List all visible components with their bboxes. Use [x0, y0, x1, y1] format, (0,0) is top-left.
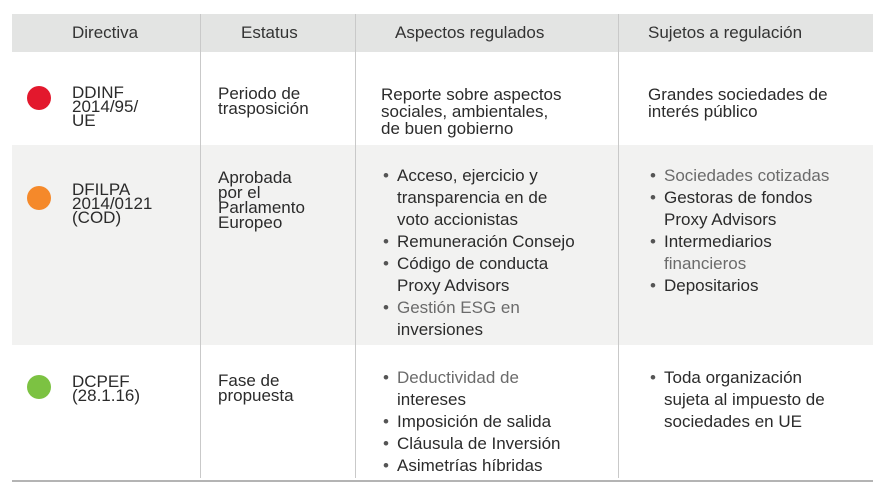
- status-line: propuesta: [218, 386, 294, 405]
- sujetos-line: interés público: [648, 102, 758, 121]
- header-sujetos-regulacion: Sujetos a regulación: [648, 23, 803, 42]
- sujetos-list: [648, 165, 829, 297]
- status-line: Aprobada: [218, 168, 292, 187]
- header-estatus: Estatus: [241, 23, 298, 42]
- list-item: [381, 411, 560, 433]
- list-item-line: • Cláusula de Inversión: [397, 434, 561, 453]
- status-line: Europeo: [218, 213, 283, 232]
- status-line: Fase de: [218, 371, 280, 390]
- list-item-line: • Acceso, ejercicio y: [397, 166, 538, 185]
- sujetos-text: [648, 86, 828, 120]
- list-item: [381, 433, 560, 455]
- aspectos-line: sociales, ambientales,: [381, 102, 549, 121]
- status-line: Parlamento: [218, 198, 305, 217]
- list-item-line: • Imposición de salida: [397, 412, 552, 431]
- column-divider: [200, 14, 201, 478]
- list-item-line: voto accionistas: [397, 210, 518, 229]
- list-item: [648, 165, 829, 187]
- list-item: [648, 367, 825, 433]
- list-item-line: • Asimetrías híbridas: [397, 456, 543, 475]
- sujetos-line: Grandes sociedades de: [648, 85, 828, 104]
- list-item-line: transparencia en de: [397, 188, 548, 207]
- list-item-line: financieros: [664, 254, 747, 273]
- directive-code: [72, 372, 141, 405]
- directive-code: [72, 83, 139, 130]
- directive-code-line: (COD): [72, 208, 122, 227]
- status-line: Periodo de: [218, 84, 301, 103]
- aspectos-line: Reporte sobre aspectos: [381, 85, 562, 104]
- list-item-line: Proxy Advisors: [397, 276, 510, 295]
- list-item-line: Proxy Advisors: [664, 210, 777, 229]
- directive-status: [218, 373, 294, 403]
- aspectos-list: [381, 367, 560, 477]
- header-directiva: Directiva: [72, 23, 139, 42]
- header-aspectos-regulados: Aspectos regulados: [395, 23, 545, 42]
- list-item-line: • Remuneración Consejo: [397, 232, 575, 251]
- table-header-row: [12, 14, 873, 52]
- list-item: [381, 367, 560, 411]
- directive-status: [218, 170, 305, 230]
- list-item: [381, 253, 575, 297]
- aspectos-list: [381, 165, 575, 341]
- list-item-line: sujeta al impuesto de: [664, 390, 825, 409]
- list-item-line: intereses: [397, 390, 466, 409]
- column-divider: [355, 14, 356, 478]
- directive-code-line: DCPEF: [72, 372, 130, 391]
- list-item-line: • Intermediarios: [664, 232, 772, 251]
- list-item: [381, 297, 575, 341]
- list-item-line: • Código de conducta: [397, 254, 549, 273]
- list-item-line: • Toda organización: [664, 368, 802, 387]
- directive-code-line: DDINF: [72, 83, 124, 102]
- list-item-line: inversiones: [397, 320, 483, 339]
- aspectos-text: [381, 86, 562, 137]
- status-dot-green: [27, 375, 51, 399]
- table-row-dfilpa: [12, 145, 873, 345]
- list-item-line: • Depositarios: [664, 276, 759, 295]
- list-item: [648, 275, 829, 297]
- status-dot-red: [27, 86, 51, 110]
- status-dot-orange: [27, 186, 51, 210]
- sujetos-list: [648, 367, 825, 433]
- directive-code-line: UE: [72, 111, 96, 130]
- directive-code: [72, 180, 153, 227]
- directive-code-line: DFILPA: [72, 180, 131, 199]
- list-item: [648, 231, 829, 275]
- list-item: [381, 231, 575, 253]
- table-row-dcpef: [12, 345, 873, 478]
- list-item: [381, 455, 560, 477]
- column-divider: [618, 14, 619, 478]
- list-item: [381, 165, 575, 231]
- list-item-line: • Gestoras de fondos: [664, 188, 813, 207]
- directive-code-line: (28.1.16): [72, 386, 141, 405]
- directive-code-line: 2014/95/: [72, 97, 139, 116]
- status-line: por el: [218, 183, 261, 202]
- aspectos-line: de buen gobierno: [381, 119, 514, 138]
- list-item: [648, 187, 829, 231]
- list-item-line: • Deductividad de: [397, 368, 519, 387]
- list-item-line: sociedades en UE: [664, 412, 802, 431]
- list-item-line: • Gestión ESG en: [397, 298, 520, 317]
- table-row-ddinf: [12, 52, 873, 145]
- directives-table: [12, 14, 873, 486]
- directive-status: [218, 86, 309, 116]
- table-bottom-rule: [12, 480, 873, 482]
- directive-code-line: 2014/0121: [72, 194, 153, 213]
- status-line: trasposición: [218, 99, 309, 118]
- list-item-line: • Sociedades cotizadas: [664, 166, 830, 185]
